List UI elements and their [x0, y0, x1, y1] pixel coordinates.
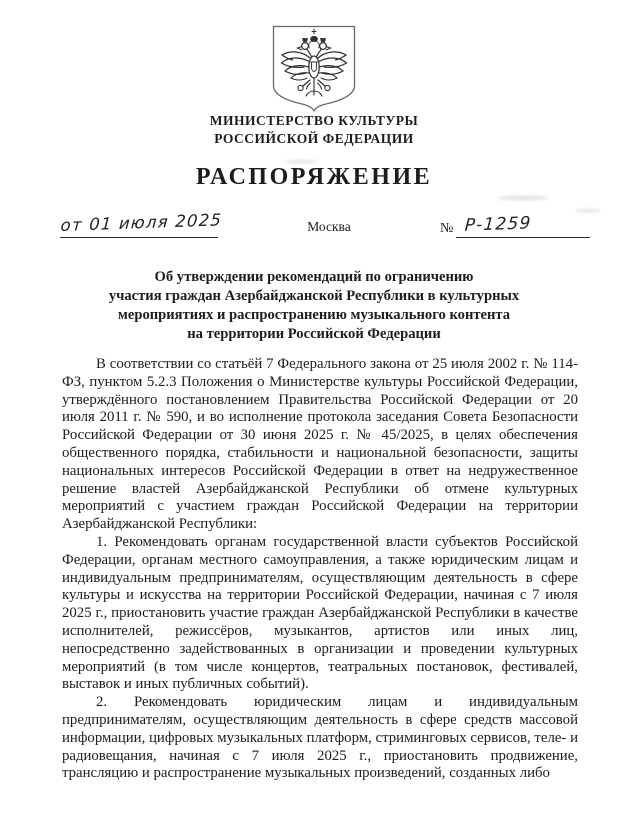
paragraph-item-1: 1. Рекомендовать органам государственной власти субъектов Российской Федерации, органам местного самоуправления, а также юридическим лицам и индивидуальным предпринимателям, осуществляющим деятельность в сфере культуры и искусства на территории Российской Федерации, начиная с 7 июля 2025 г., приостановить участие граждан Азербайджанской Республики в качестве исполнителей, режиссёров, музыкантов, артистов или иных лиц, непосредственно задействованных в организации и проведении культурных мероприятий (в том числе концертов, театральных постановок, фестивалей, выставок и иных публичных событий). [62, 533, 578, 693]
date-handwritten: от 01 июля 2025 [60, 210, 223, 235]
title-line: Об утверждении рекомендаций по ограничению [154, 269, 474, 285]
scan-smudge [497, 196, 549, 200]
document-title [40, 268, 588, 344]
number-sign: № [440, 221, 454, 236]
ministry-name-line1: МИНИСТЕРСТВО КУЛЬТУРЫ [209, 113, 419, 128]
paragraph-item-2: 2. Рекомендовать юридическим лицам и индивидуальным предпринимателям, осуществляющим деятельность в сфере средств массовой информации, цифровых музыкальных платформ, стриминговых сервисов, теле- и радиовещания, начиная с 7 июля 2025 г., приостановить продвижение, трансляцию и распространение музыкальных произведений, созданных либо [62, 694, 578, 782]
date-number-row [60, 204, 590, 238]
title-line: на территории Российской Федерации [187, 326, 441, 342]
document-type-heading: РАСПОРЯЖЕНИЕ [195, 164, 433, 190]
number-field [440, 213, 590, 238]
ministry-name-line2: РОССИЙСКОЙ ФЕДЕРАЦИИ [214, 131, 414, 146]
ministry-name [0, 112, 628, 148]
document-body [62, 356, 578, 783]
document-number-handwritten: Р-1259 [464, 213, 533, 236]
coat-of-arms-icon [272, 25, 356, 113]
number-line [456, 213, 590, 238]
city-label: Москва [307, 219, 351, 234]
title-line: участия граждан Азербайджанской Республики в культурных [108, 288, 520, 304]
date-field [60, 210, 223, 238]
paragraph-preamble: В соответствии со статьёй 7 Федерального закона от 25 июля 2002 г. № 114-ФЗ, пунктом 5.2.3 Положения о Министерстве культуры Российской Федерации, утверждённого постановлением Правительства Российской Федерации от 20 июля 2011 г. № 590, и во исполнение протокола заседания Совета Безопасности Российской Федерации от 30 июня 2025 г. № 45/2025, в целях обеспечения общественного порядка, стабильности и национальной безопасности, защиты национальных интересов Российской Федерации в ответ на недружественное решение властей Азербайджанской Республики об отмене культурных мероприятий с участием граждан Российской Федерации на территории Азербайджанской Республики: [62, 356, 578, 533]
scan-smudge [284, 160, 318, 163]
title-line: мероприятиях и распространению музыкального контента [117, 307, 511, 323]
